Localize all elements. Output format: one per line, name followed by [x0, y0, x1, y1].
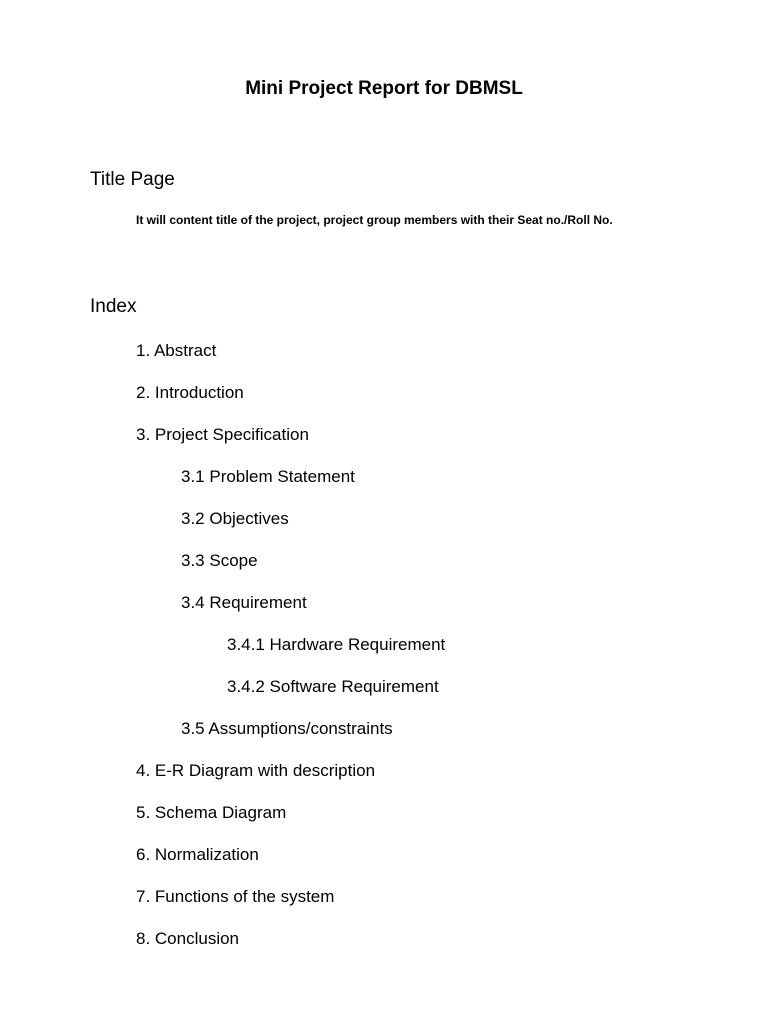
- title-page-heading: Title Page: [90, 169, 175, 190]
- index-item-scope: 3.3 Scope: [181, 551, 258, 570]
- index-item-abstract: 1. Abstract: [136, 341, 217, 360]
- index-item-functions-of-system: 7. Functions of the system: [136, 887, 335, 906]
- index-item-introduction: 2. Introduction: [136, 383, 244, 402]
- title-page-description: It will content title of the project, project group members with their Seat no./Roll No.: [136, 213, 613, 227]
- index-item-schema-diagram: 5. Schema Diagram: [136, 803, 287, 822]
- index-item-software-requirement: 3.4.2 Software Requirement: [227, 677, 439, 696]
- index-item-problem-statement: 3.1 Problem Statement: [181, 467, 355, 486]
- index-item-assumptions-constraints: 3.5 Assumptions/constraints: [181, 719, 393, 738]
- index-item-er-diagram: 4. E-R Diagram with description: [136, 761, 376, 780]
- index-item-hardware-requirement: 3.4.1 Hardware Requirement: [227, 635, 446, 654]
- document-title: Mini Project Report for DBMSL: [245, 78, 523, 99]
- index-item-conclusion: 8. Conclusion: [136, 929, 240, 948]
- index-item-normalization: 6. Normalization: [136, 845, 259, 864]
- index-heading: Index: [90, 296, 137, 317]
- index-item-objectives: 3.2 Objectives: [181, 509, 289, 528]
- index-item-project-specification: 3. Project Specification: [136, 425, 309, 444]
- index-item-requirement: 3.4 Requirement: [181, 593, 307, 612]
